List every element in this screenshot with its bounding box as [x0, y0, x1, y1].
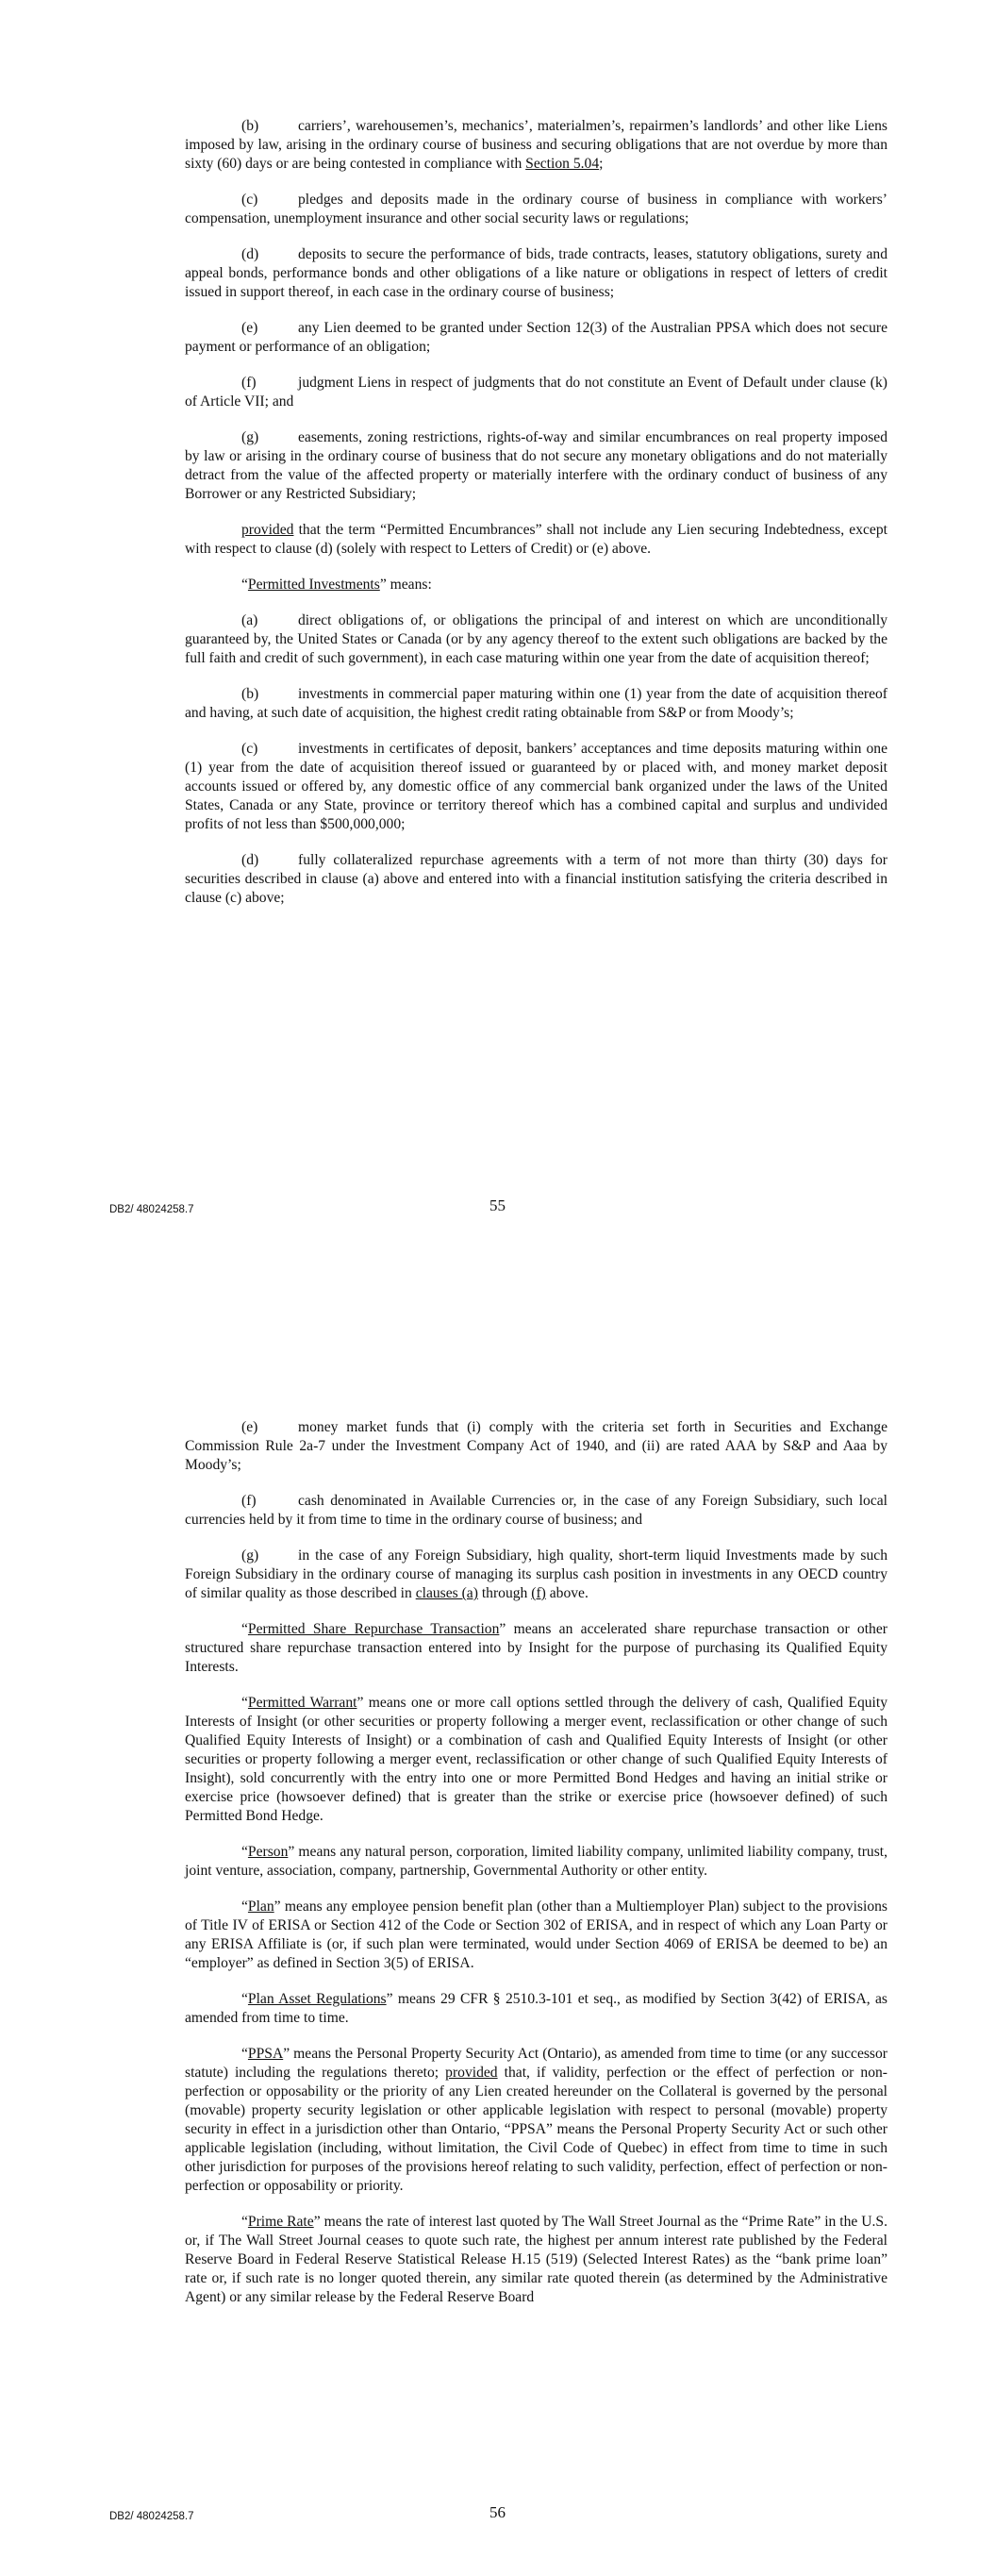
quote-open: “ [241, 2046, 248, 2062]
document-page-55 [0, 0, 995, 1260]
clause-text: deposits to secure the performance of bids, trade contracts, leases, statutory obligations, surety and appeal bonds, performance bonds and other obligations of a like nature or obligations in respect of letters of credit issued in support thereof, in each case in the ordinary course of business; [185, 246, 887, 300]
clause-label: (g) [241, 429, 259, 445]
defined-term: PPSA [247, 2046, 284, 2062]
clause-text: carriers’, warehousemen’s, mechanics’, materialmen’s, repairmen’s landlords’ and other like Liens imposed by law, arising in the ordinary course of business and securing obligations that are not overdue by more than sixty (60) days or are being contested in compliance with [185, 118, 887, 172]
clause-label: (b) [241, 686, 259, 702]
clause-text: investments in certificates of deposit, bankers’ acceptances and time deposits maturing within one (1) year from the date of acquisition thereof issued or guaranteed by or placed with, and money market deposit accounts issued or offered by, any domestic office of any commercial bank organized under the laws of the United States, Canada or any State, province or territory thereof which has a combined capital and surplus and undivided profits of not less than $500,000,000; [185, 741, 887, 832]
quote-open: “ [241, 1844, 248, 1860]
clause-f-judgment-liens [185, 374, 887, 411]
definition-text: ” means the rate of interest last quoted by The Wall Street Journal as the “Prime Rate” in the U.S. or, if The Wall Street Journal ceases to quote such rate, the highest per annum interest rate published by the Federal Reserve Board in Federal Reserve Statistical Release H.15 (519) (Selected Interest Rates) as the “bank prime loan” rate or, if such rate is no longer quoted therein, any similar rate quoted therein (as determined by the Administrative Agent) or any similar release by the Federal Reserve Board [185, 2214, 887, 2305]
clause-text-mid: through [477, 1585, 532, 1601]
clause-text: investments in commercial paper maturing within one (1) year from the date of acquisition thereof and having, at such date of acquisition, the highest credit rating obtainable from S&P or from Moody’s; [185, 686, 887, 721]
definition-text: ” means: [379, 577, 432, 593]
quote-open: “ [241, 1695, 248, 1711]
clause-label: (b) [241, 118, 259, 134]
page-number: 55 [489, 1196, 506, 1214]
clause-text: direct obligations of, or obligations the principal of and interest on which are unconditionally guaranteed by, the United States or Canada (or by any agency thereof to the extent such obligations are backed by the full faith and credit of such government), in each case maturing within one year from the date of acquisition thereof; [185, 612, 887, 666]
definition-text: ” means the Personal Property Security Act (Ontario), as amended from time to time (or any successor statute) including the regulations thereto; [185, 2046, 887, 2081]
proviso-term: provided [241, 522, 294, 538]
clause-label: (f) [241, 1493, 257, 1509]
clause-text: fully collateralized repurchase agreements with a term of not more than thirty (30) days for securities described in clause (a) above and entered into with a financial institution satisfying the criteria described in clause (c) above; [185, 852, 887, 906]
clause-label: (c) [241, 192, 258, 208]
definition-text-cont: that, if validity, perfection or the effect of perfection or non-perfection or opposability or the priority of any Lien created hereunder on the Collateral is governed by the personal (movable) property security legislation or other applicable legislation with respect to personal (movable) property security in effect in a jurisdiction other than Ontario, “PPSA” means the Personal Property Security Act or such other applicable legislation (including, without limitation, the Civil Code of Quebec) in effect from time to time in such other jurisdiction for purposes of the provisions hereof relating to such validity, perfection, effect of perfection or non-perfection or opposability or priority. [185, 2065, 887, 2194]
investment-clause-c [185, 740, 887, 834]
investment-clause-g [185, 1547, 887, 1603]
definition-text: ” means 29 CFR § 2510.3-101 et seq., as modified by Section 3(42) of ERISA, as amended from time to time. [185, 1991, 887, 2026]
clause-text: any Lien deemed to be granted under Section 12(3) of the Australian PPSA which does not secure payment or performance of an obligation; [185, 320, 887, 355]
defined-term: Person [247, 1844, 289, 1860]
clause-text: judgment Liens in respect of judgments that do not constitute an Event of Default under clause (k) of Article VII; and [185, 375, 887, 410]
clause-reference-a: clauses (a) [415, 1585, 478, 1601]
quote-open: “ [241, 2214, 248, 2230]
quote-open: “ [241, 1899, 248, 1915]
clause-text-end: above. [545, 1585, 589, 1601]
clause-label: (d) [241, 852, 259, 868]
investment-clause-e [185, 1418, 887, 1475]
encumbrances-proviso [185, 521, 887, 559]
clause-label: (c) [241, 741, 258, 757]
quote-open: “ [241, 1991, 248, 2007]
clause-label: (g) [241, 1547, 259, 1564]
clause-b-liens [185, 117, 887, 174]
definition-person [185, 1843, 887, 1881]
page-number: 56 [489, 2503, 506, 2521]
clause-d-deposits [185, 245, 887, 302]
page-body [185, 117, 887, 925]
defined-term: Prime Rate [247, 2214, 314, 2230]
definition-plan-asset-regulations [185, 1990, 887, 2028]
clause-label: (a) [241, 612, 258, 628]
document-id: DB2/ 48024258.7 [109, 2511, 194, 2522]
defined-term: Plan Asset Regulations [247, 1991, 387, 2007]
page-body [185, 1418, 887, 2324]
definition-text: ” means any employee pension benefit plan (other than a Multiemployer Plan) subject to the provisions of Title IV of ERISA or Section 412 of the Code or Section 302 of ERISA, and in respect of which any Loan Party or any ERISA Affiliate is (or, if such plan were terminated, would under Section 4069 of ERISA be deemed to be) an “employer” as defined in Section 3(5) of ERISA. [185, 1899, 887, 1971]
definition-plan [185, 1898, 887, 1973]
defined-term: Permitted Share Repurchase Transaction [247, 1621, 500, 1637]
clause-text: money market funds that (i) comply with the criteria set forth in Securities and Exchange Commission Rule 2a-7 under the Investment Company Act of 1940, and (ii) are rated AAA by S&P and Aaa by Moody’s; [185, 1419, 887, 1473]
definition-prime-rate [185, 2213, 887, 2307]
definition-ppsa [185, 2045, 887, 2196]
proviso-term: provided [445, 2065, 498, 2081]
investment-clause-a [185, 611, 887, 668]
defined-term: Plan [247, 1899, 274, 1915]
quote-open: “ [241, 577, 248, 593]
investment-clause-f [185, 1492, 887, 1530]
investment-clause-d [185, 851, 887, 908]
clause-label: (d) [241, 246, 259, 262]
clause-text: cash denominated in Available Currencies or, in the case of any Foreign Subsidiary, such local currencies held by it from time to time in the ordinary course of business; and [185, 1493, 887, 1528]
clause-text: in the case of any Foreign Subsidiary, high quality, short-term liquid Investments made by such Foreign Subsidiary in the ordinary course of managing its surplus cash position in investments in any OECD country of similar quality as those described in [185, 1547, 887, 1601]
document-id: DB2/ 48024258.7 [109, 1204, 194, 1215]
definition-text: ” means an accelerated share repurchase transaction or other structured share repurchase transaction entered into by Insight for the purpose of purchasing its Qualified Equity Interests. [185, 1621, 887, 1675]
clause-reference-f: (f) [531, 1585, 546, 1601]
definition-text: ” means one or more call options settled through the delivery of cash, Qualified Equity Interests of Insight (or other securities or property following a merger event, reclassification or other change of such Qualified Equity Interests of Insight) or a combination of cash and Qualified Equity Interests of Insight (or other securities or property following a merger event, reclassification or other change of such Qualified Equity Interests of Insight), sold concurrently with the entry into one or more Permitted Bond Hedges and having an initial strike or exercise price (howsoever defined) that is greater than the strike or exercise price (howsoever defined) of such Permitted Bond Hedge. [185, 1695, 887, 1824]
clause-label: (f) [241, 375, 257, 391]
clause-e-australian-ppsa [185, 319, 887, 357]
clause-end: ; [599, 156, 604, 172]
investment-clause-b [185, 685, 887, 723]
definition-text: ” means any natural person, corporation, limited liability company, unlimited liability company, trust, joint venture, association, company, partnership, Governmental Authority or other entity. [185, 1844, 887, 1879]
quote-open: “ [241, 1621, 248, 1637]
clause-text: pledges and deposits made in the ordinary course of business in compliance with workers’ compensation, unemployment insurance and other social security laws or regulations; [185, 192, 887, 226]
clause-label: (e) [241, 1419, 258, 1435]
definition-permitted-warrant [185, 1694, 887, 1826]
definition-permitted-investments [185, 576, 887, 594]
clause-g-easements [185, 428, 887, 504]
clause-text: easements, zoning restrictions, rights-of-way and similar encumbrances on real property imposed by law or arising in the ordinary course of business that do not secure any monetary obligations and do not materially detract from the value of the affected property or materially interfere with the ordinary conduct of business of any Borrower or any Restricted Subsidiary; [185, 429, 887, 502]
clause-label: (e) [241, 320, 258, 336]
document-page-56 [0, 1260, 995, 2576]
proviso-text: that the term “Permitted Encumbrances” shall not include any Lien securing Indebtedness, except with respect to clause (d) (solely with respect to Letters of Credit) or (e) above. [185, 522, 887, 557]
clause-c-pledges [185, 191, 887, 228]
definition-permitted-share-repurchase [185, 1620, 887, 1677]
defined-term: Permitted Warrant [247, 1695, 357, 1711]
section-reference: Section 5.04 [525, 156, 600, 172]
defined-term: Permitted Investments [247, 577, 380, 593]
